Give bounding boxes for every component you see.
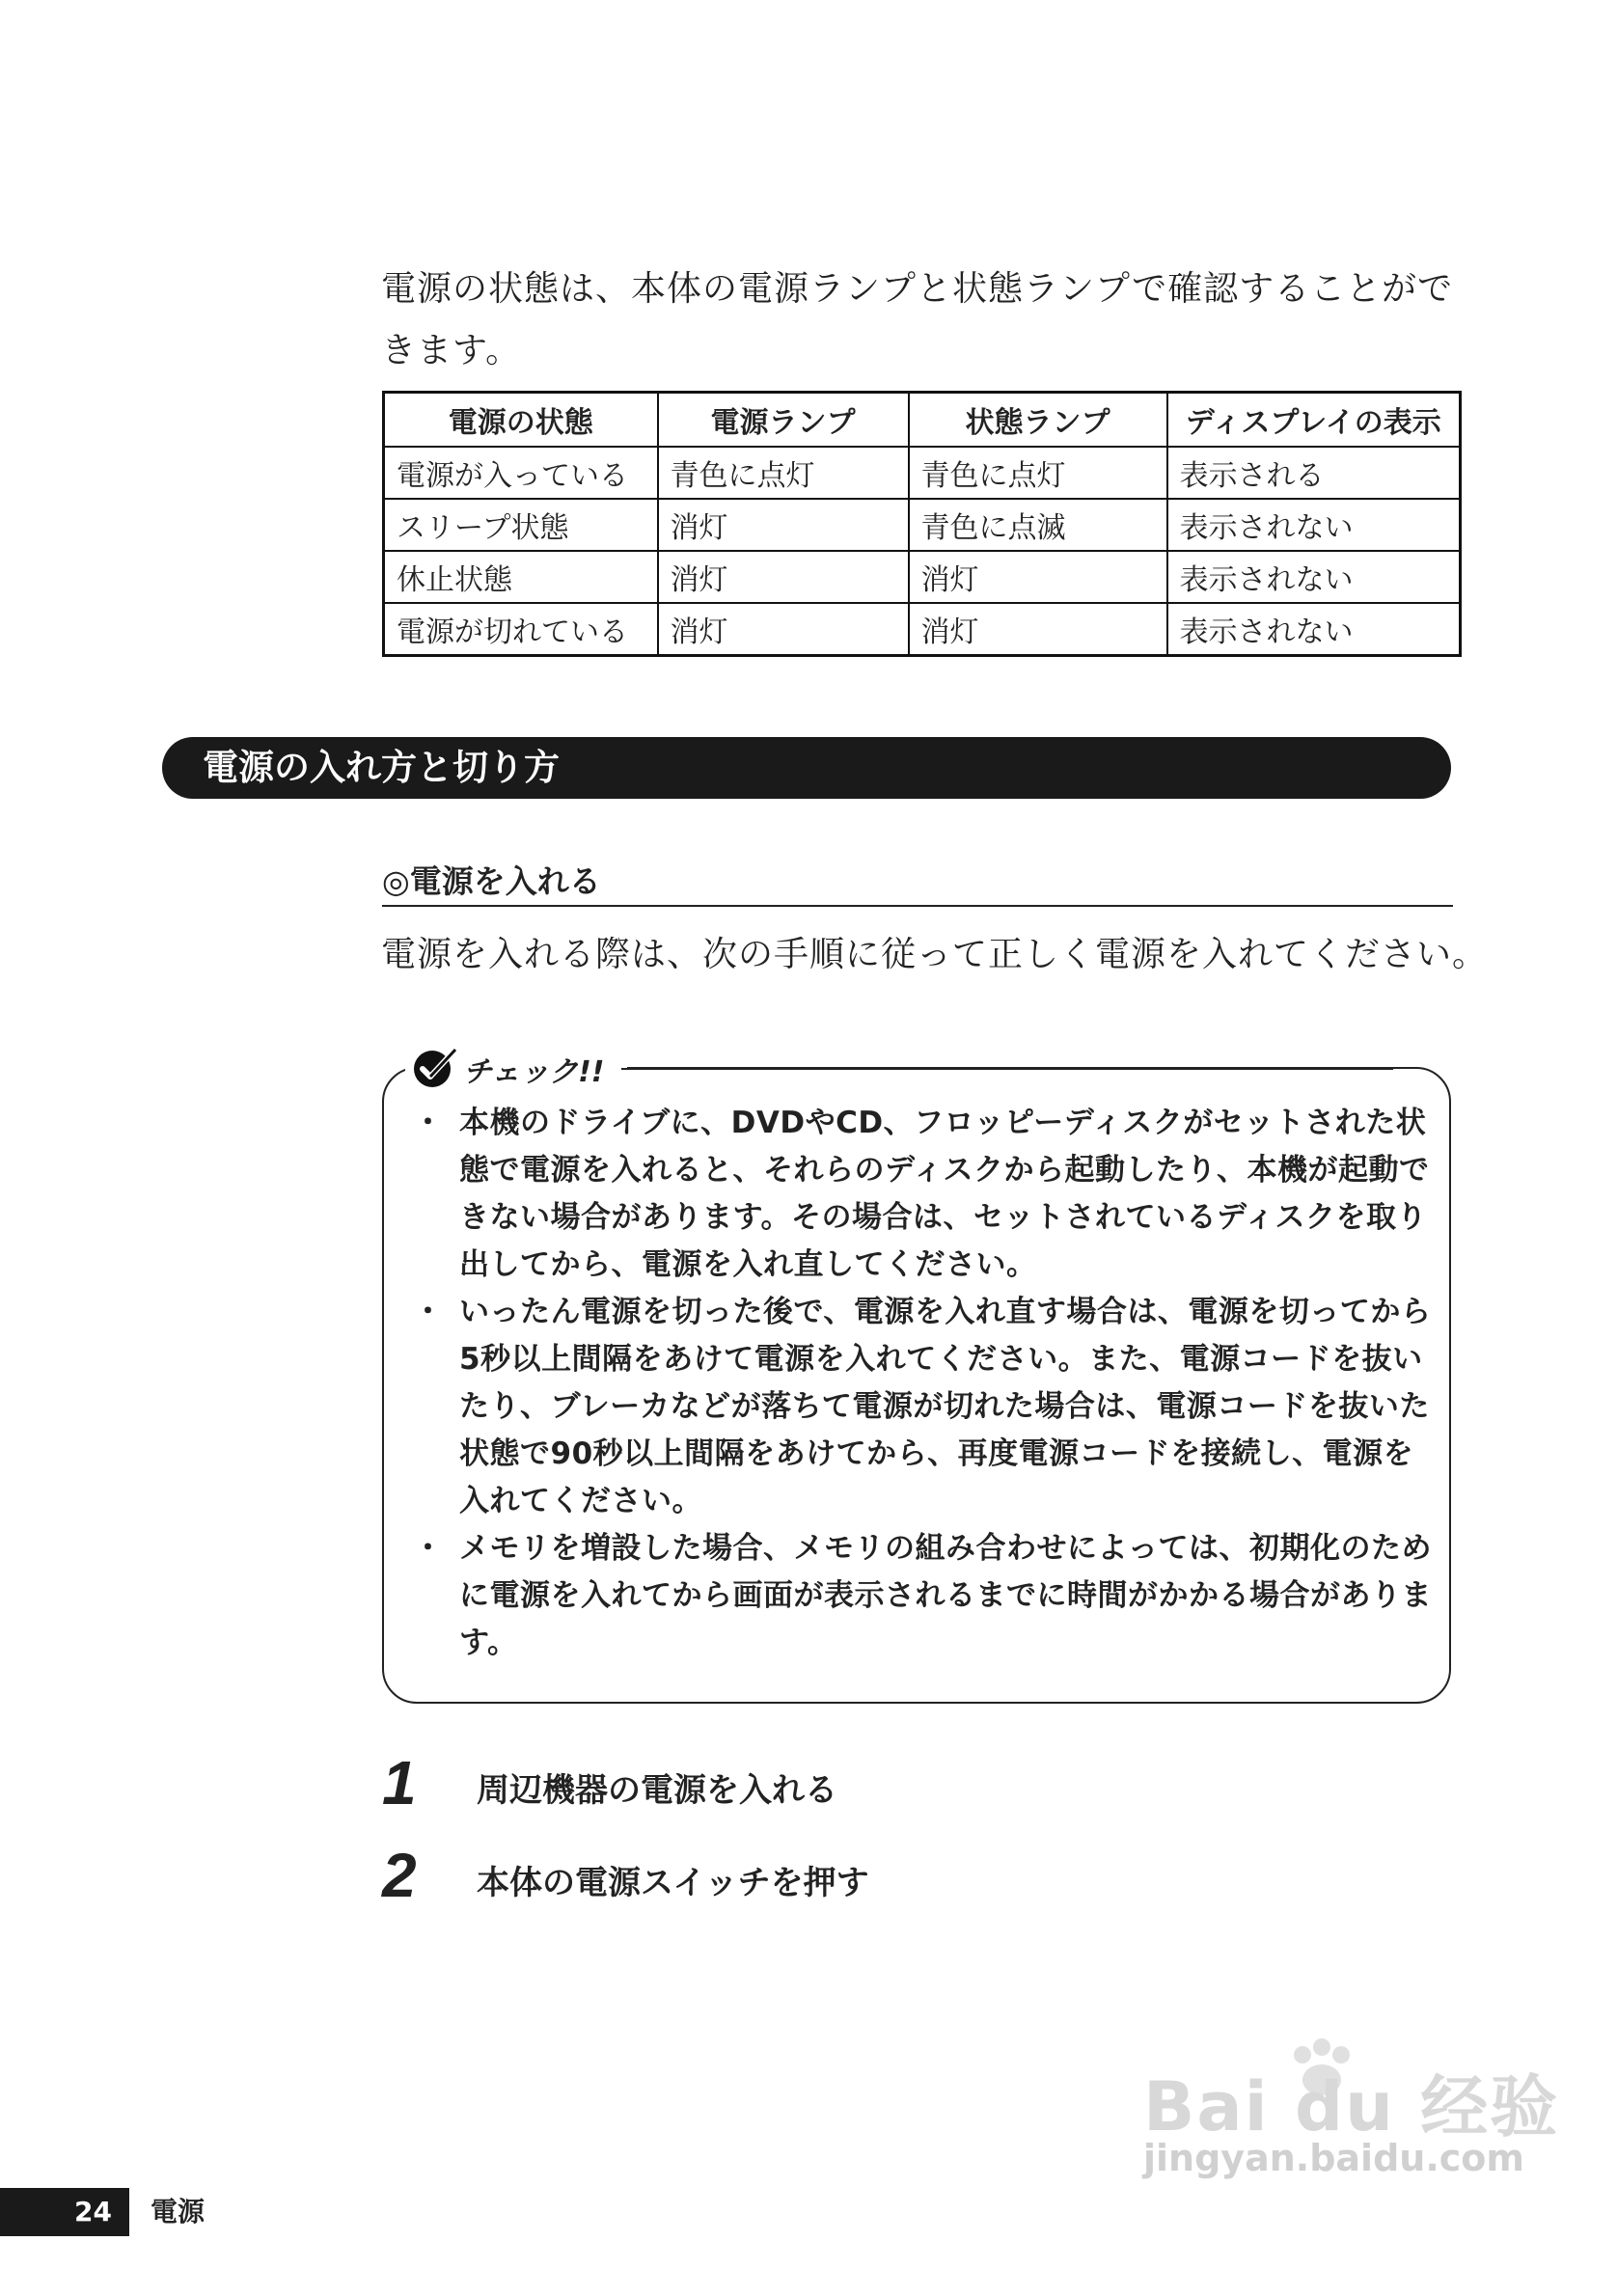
bullet-text: メモリを増設した場合、メモリの組み合わせによっては、初期化のために電源を入れてから画面が表示されるまでに時間がかかる場合があります。 (459, 1531, 1432, 1660)
table-cell: 表示されない (1167, 603, 1461, 656)
table-row (384, 551, 1461, 603)
bullet-mark: ・ (413, 1106, 444, 1140)
watermark-url: jingyan.baidu.com (1143, 2137, 1524, 2179)
section-title-bar: 電源の入れ方と切り方 (162, 737, 1451, 799)
power-status-table (382, 391, 1462, 657)
table-cell: 表示される (1167, 447, 1461, 499)
list-item (409, 1289, 1432, 1525)
table-header-cell: 電源ランプ (658, 393, 909, 448)
table-row (384, 603, 1461, 656)
bullet-mark: ・ (413, 1531, 444, 1566)
table-cell: 青色に点灯 (658, 447, 909, 499)
table-cell: スリープ状態 (384, 499, 658, 551)
subsection-divider (382, 905, 1453, 907)
table-header-row (384, 393, 1461, 448)
table-row (384, 499, 1461, 551)
step-number: 1 (382, 1748, 417, 1818)
table-cell: 休止状態 (384, 551, 658, 603)
table-cell: 表示されない (1167, 499, 1461, 551)
table-row (384, 447, 1461, 499)
step-number: 2 (382, 1841, 417, 1910)
table-cell: 消灯 (658, 499, 909, 551)
table-header-cell: ディスプレイの表示 (1167, 393, 1461, 448)
check-bullet-list (409, 1100, 1432, 1667)
watermark-logo: Bai du 经验 (1143, 2067, 1560, 2146)
table-cell: 電源が入っている (384, 447, 658, 499)
subsection-heading: ◎電源を入れる (382, 862, 601, 900)
table-cell: 消灯 (909, 551, 1167, 603)
table-cell: 電源が切れている (384, 603, 658, 656)
table-cell: 消灯 (658, 551, 909, 603)
list-item (409, 1525, 1432, 1667)
table-header-cell: 電源の状態 (384, 393, 658, 448)
footer-section-label: 電源 (151, 2196, 206, 2228)
table-header-cell: 状態ランプ (909, 393, 1167, 448)
step-text: 本体の電源スイッチを押す (477, 1864, 869, 1902)
subsection-body: 電源を入れる際は、次の手順に従って正しく電源を入れてください。 (381, 935, 1489, 974)
table-cell: 表示されない (1167, 551, 1461, 603)
table-cell: 青色に点灯 (909, 447, 1167, 499)
bullet-mark: ・ (413, 1295, 444, 1329)
list-item (409, 1100, 1432, 1289)
bullet-text: いったん電源を切った後で、電源を入れ直す場合は、電源を切ってから5秒以上間隔をあけて電源を入れてください。また、電源コードを抜いたり、ブレーカなどが落ちて電源が切れた場合は、電源コードを抜いた状態で90秒以上間隔をあけてから、再度電源コードを接続し、電源を入れてください。 (459, 1295, 1432, 1518)
bullet-text: 本機のドライブに、DVDやCD、フロッピーディスクがセットされた状態で電源を入れると、それらのディスクから起動したり、本機が起動できない場合があります。その場合は、セットされているディスクを取り出してから、電源を入れ直してください。 (459, 1106, 1430, 1282)
intro-paragraph: 電源の状態は、本体の電源ランプと状態ランプで確認することができます。 (381, 269, 1454, 370)
check-label: チェック!! (463, 1055, 605, 1089)
step-text: 周辺機器の電源を入れる (477, 1771, 837, 1810)
table-cell: 青色に点滅 (909, 499, 1167, 551)
page-number: 24 (0, 2188, 129, 2236)
table-cell: 消灯 (658, 603, 909, 656)
check-header-rule (621, 1068, 1393, 1070)
table-cell: 消灯 (909, 603, 1167, 656)
checkmark-icon (411, 1046, 459, 1090)
